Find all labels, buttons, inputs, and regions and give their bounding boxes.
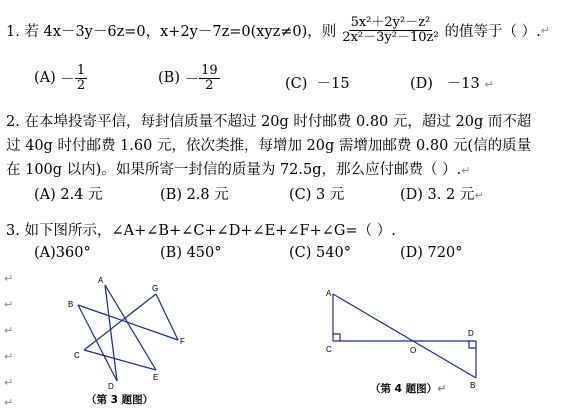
q1-fraction <box>340 16 440 44</box>
q2-line-1: 2. 在本埠投寄平信，每封信质量不超过 20g 时付邮费 0.80 元，超过 20g 而不超 <box>6 114 532 130</box>
q1-suffix: 的值等于（ ）. <box>444 23 541 40</box>
fig4-label-o: O <box>410 346 417 355</box>
q1-prefix: 1. 若 4x－3y－6z=0，x+2y－7z=0(xyz≠0)，则 <box>6 23 337 40</box>
figure-4-triangles <box>316 284 492 390</box>
q3-option-d: (D) 720° <box>400 245 463 261</box>
fig4-label-a: A <box>326 289 332 298</box>
q2-option-a: (A) 2.4 元 <box>34 187 103 203</box>
return-mark: ↵ <box>4 324 14 337</box>
q1-option-a: (A) － $\frac{1}{2}$ <box>34 63 86 93</box>
q1-option-b: (B) － $\frac{19}{2}$ <box>158 63 218 93</box>
q2-line-2: 过 40g 时付邮费 1.60 元，依次类推，每增加 20g 需增加邮费 0.80 元(信的质量 <box>6 138 532 154</box>
figure-3-caption: （第 3 题图） <box>86 394 154 406</box>
fig4-label-d: D <box>468 329 474 338</box>
return-mark: ↵ <box>540 23 550 37</box>
q3-option-a: (A)360° <box>34 245 91 261</box>
fig3-label-c: C <box>74 351 80 360</box>
return-mark: ↵ <box>4 376 14 389</box>
fig4-label-c: C <box>326 345 332 354</box>
q1-fraction-denominator: 2x²－3y²－10z² <box>342 29 439 45</box>
fig3-label-a: A <box>98 276 104 285</box>
q3-option-b: (B) 450° <box>160 245 222 261</box>
return-mark: ↵ <box>4 272 14 285</box>
fig4-label-b: B <box>470 381 476 390</box>
fig3-label-e: E <box>153 373 159 382</box>
q2-option-c: (C) 3 元 <box>289 187 345 203</box>
q1-option-d: (D) －13 ↵ <box>410 76 494 92</box>
fig3-line-c-g <box>84 294 156 350</box>
fig3-label-f: F <box>180 337 185 346</box>
return-mark: ↵ <box>4 396 14 409</box>
q2-option-d: (D) 3. 2 元↵ <box>400 187 484 203</box>
q1-stem <box>6 16 550 44</box>
figure-4-caption: （第 4 题图）↵ <box>370 382 447 395</box>
q3-option-c: (C) 540° <box>289 245 351 261</box>
q3-stem: 3. 如下图所示，∠A+∠B+∠C+∠D+∠E+∠F+∠G=（ ）. <box>6 223 396 239</box>
fig3-label-g: G <box>152 284 159 293</box>
q1-fraction-numerator: 5x²＋2y²－z² <box>350 15 431 30</box>
q2-option-b: (B) 2.8 元 <box>160 187 229 203</box>
q2-line-3: 在 100g 以内)。如果所寄一封信的质量为 72.5g，那么应付邮费（ ）.↵ <box>6 162 471 178</box>
return-mark: ↵ <box>4 350 14 363</box>
figure-3-star-heptagon <box>60 272 200 392</box>
fig4-line-a-b <box>333 294 476 378</box>
q1-option-c: (C) －15 <box>285 76 350 92</box>
fig3-label-d: D <box>108 382 114 391</box>
return-mark: ↵ <box>4 298 14 311</box>
fig3-label-b: B <box>68 300 74 309</box>
fig4-right-angle-c <box>333 334 340 341</box>
fig4-right-angle-d <box>469 341 476 348</box>
